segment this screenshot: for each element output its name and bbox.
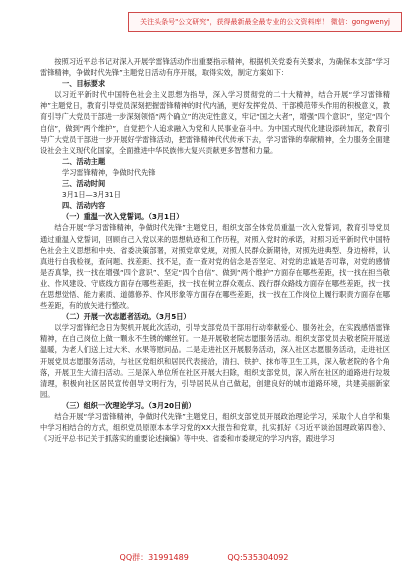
- promo-banner: 关注头条号"公文研究"，获得最新最全最专业的公文资料库！ 微信：gongwenyj: [128, 12, 402, 32]
- section-heading-goals: 一、目标要求: [62, 79, 106, 89]
- goals-paragraph: 以习近平新时代中国特色社会主义思想为指导，深入学习贯彻党的二十大精神，结合开展“学习雷锋精神”主题党日，教育引导党员深刻把握雷锋精神的时代内涵，更好发挥党员、干部模范带头作用的积极意义，教育引导广大党员干部进一步深刻领悟“两个确立”的决定性意义，牢记“国之大者”，增强“四个意识”，坚定“四个自信”，做到“两个维护”，自觉把个人追求融入为党和人民事业奋斗中。为中国式现代化建设添砖加瓦，教育引导广大党员干部进一步开展好学雷锋活动，把雷锋精神代代传承下去，学习雷锋的奉献精神，全力服务全面建设社会主义现代化国家，全面推进中华民族伟大复兴贡献更多智慧和力量。: [40, 90, 390, 155]
- subsection-heading-study: （三）组织一次理论学习。（3月20日前）: [62, 400, 196, 410]
- section-heading-theme: 二、活动主题: [62, 156, 106, 166]
- section-heading-content: 四、活动内容: [62, 201, 106, 211]
- subsection-heading-volunteer: （二）开展一次志愿者活动。（3月5日）: [62, 312, 191, 322]
- time-text: 3月1日—3月31日: [62, 190, 121, 200]
- section-heading-time: 三、活动时间: [62, 179, 106, 189]
- theme-text: 学习雷锋精神，争做时代先锋: [62, 167, 156, 177]
- subsection-heading-oath: （一）重温一次入党誓词。（3月1日）: [62, 212, 184, 222]
- volunteer-paragraph: 以学习雷锋纪念日为契机开展此次活动，引导支部党员干部用行动奉献爱心、服务社会，在实践感悟雷锋精神，在自己岗位上做一颗永不生锈的螺丝钉。一是开展敬老院志愿服务活动。组织支部党员去敬老院开展送温暖，为老人们送上过大米、水果等慰问品。二是走进社区开展服务活动，深入社区志愿服务活动，走进社区开展党员志愿服务活动，与社区党组织和居民代表接洽，清扫、铁护、抹布等卫生工具，深入敬老院的各个角落，开展卫生大清扫活动。三是深入单位所在社区开展大扫除，组织支部党员，深入所在社区的道路进行垃圾清理，积极向社区居民宣传倡导文明行为，引导居民从自己做起，创建良好的城市道路环境，共建美丽新家园。: [40, 323, 390, 399]
- qq-group-text: QQ群：31991489: [119, 553, 189, 562]
- oath-paragraph: 结合开展“学习雷锋精神，争做时代先锋”主题党日，组织支部全体党员重温一次入党誓词，教育引导党员通过重温入党誓词，回顾自己入党以来的思想轨迹和工作历程，对照入党时的承诺，对照习近平新时代中国特色社会主义思想和中央、省委决策部署，对照党章党规，对照人民群众新期待，对照先进典型、身边榜样，认真进行自我检视，查问题、找差距、找不足，查一查对党的信念是否坚定、对党的忠诚是否可靠，对党的感情是否真挚，找一找在增强“四个意识”、坚定“四个自信”、做到“两个维护”方面存在哪些差距，找一找在担当敬业、作风建设、守底线方面存在哪些差距，找一找在树立群众观点、践行群众路线方面存在哪些差距，找一找在思想觉悟、能力素质、道德修养、作风形象等方面存在哪些差距，找一找在工作岗位上履行职责方面存在哪些差距，有的放矢进行整改。: [40, 223, 390, 311]
- intro-paragraph: 按照习近平总书记对深入开展学雷锋活动作出重要指示精神，根据机关党委有关要求，为确保本支部“学习雷锋精神，争做时代先锋”主题党日活动有序开展，取得实效，制定方案如下：: [40, 57, 390, 78]
- qq-number-text: QQ:535304092: [227, 553, 289, 562]
- footer-contact: [0, 552, 408, 564]
- document-body: [40, 56, 390, 444]
- study-paragraph: 结合开展“学习雷锋精神，争做时代先锋”主题党日，组织支部党员开展政治理论学习，采取个人自学和集中学习相结合的方式，组织党员原原本本学习党的XX大报告和党章，扎实抓好《习近平谈治国理政第四卷》、《习近平总书记关于抓落实的重要论述摘编》等中央、省委和市委规定的学习内容，跟进学习: [40, 412, 390, 444]
